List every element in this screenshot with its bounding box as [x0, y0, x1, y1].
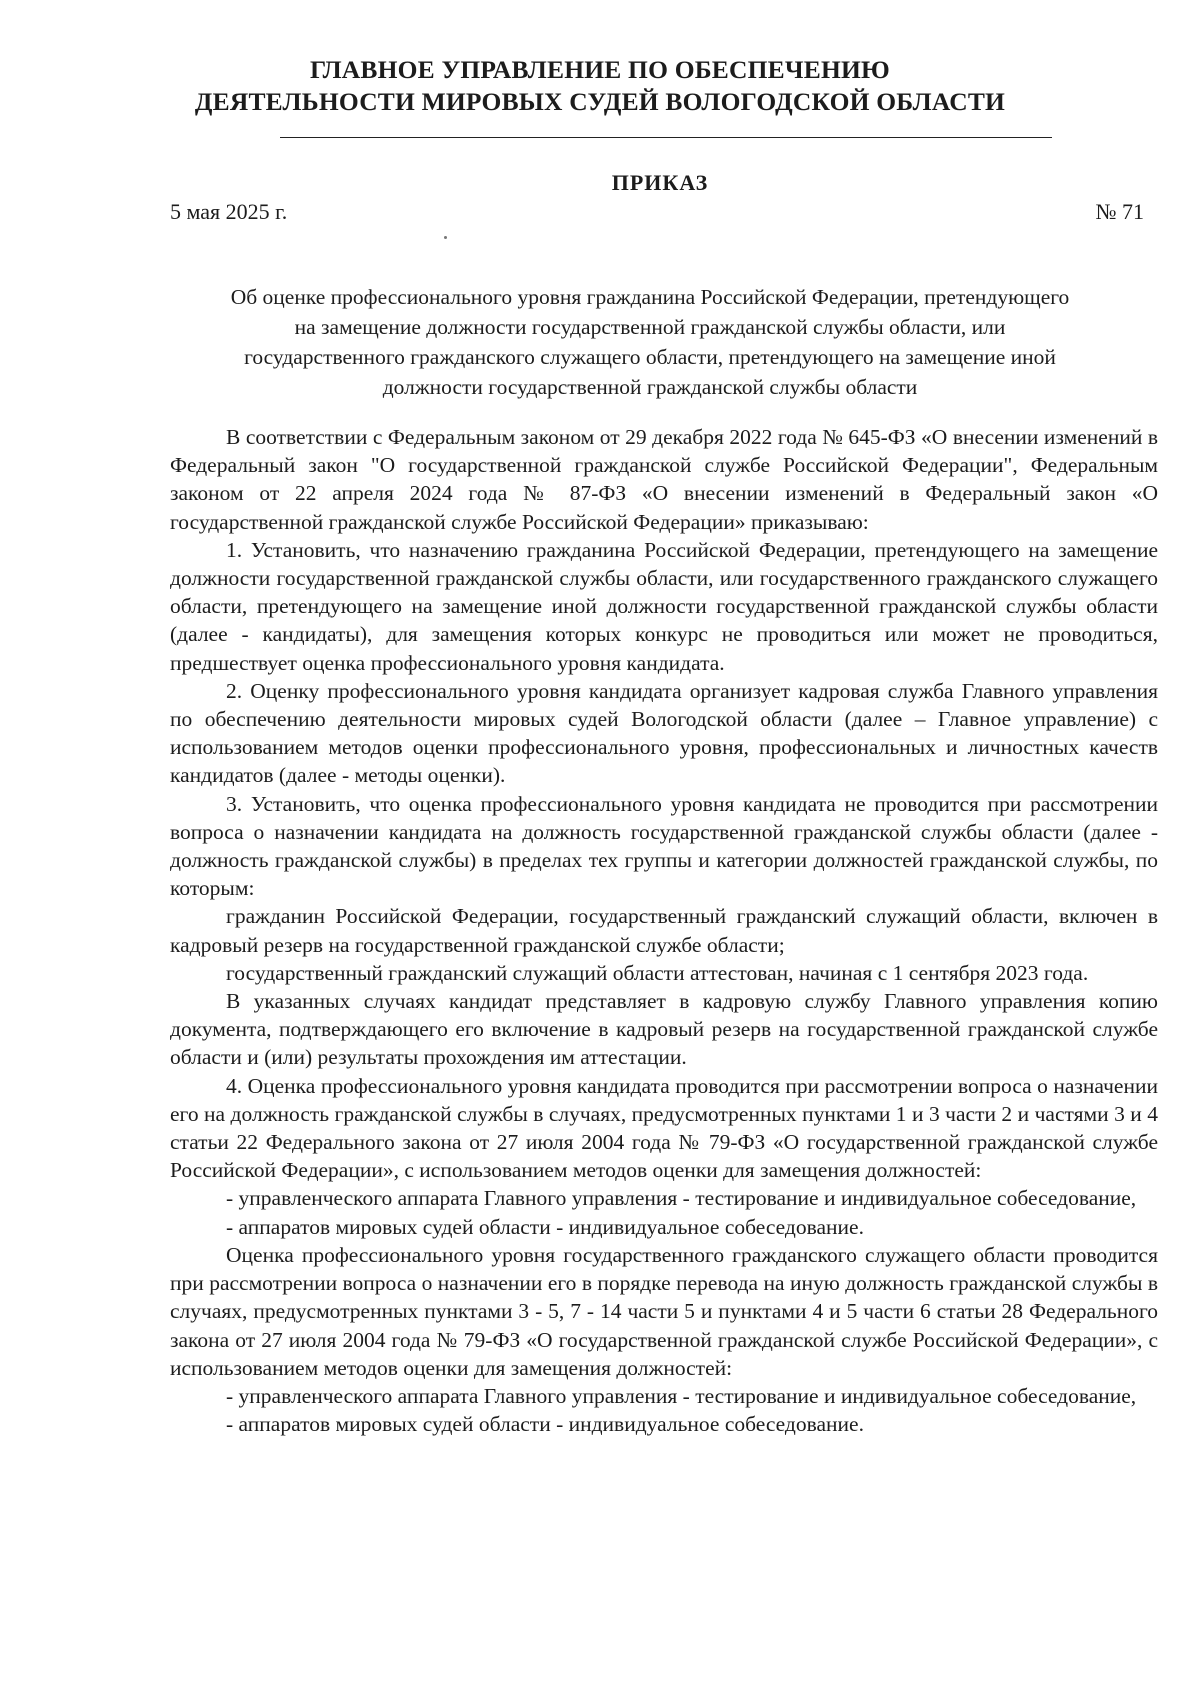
subject-line-2: на замещение должности государственной гражданской службы области, или: [294, 315, 1006, 339]
clause-4-transfer-item-2: - аппаратов мировых судей области - индивидуальное собеседование.: [226, 1412, 864, 1437]
preamble-paragraph: В соответствии с Федеральным законом от 29 декабря 2022 года № 645-ФЗ «О внесении изменений в Федеральный закон "О государственной гражданской службе Российской Федерации", Федеральным законом от 22 апреля 2024 года № 87-ФЗ «О внесении изменений в Федеральный закон «О государственной гражданской службе Российской Федерации» приказываю:: [170, 425, 1158, 534]
clause-3-case-1: гражданин Российской Федерации, государственный гражданский служащий области, включен в кадровый резерв на государственной гражданской службе области;: [170, 904, 1158, 957]
clause-1-paragraph: 1. Установить, что назначению гражданина Российской Федерации, претендующего на замещение должности государственной гражданской службы области, или государственного гражданского служащего области, претендующего на замещение иной должности государственной гражданской службы области (далее - кандидаты), для замещения которых конкурс не проводиться или может не проводиться, предшествует оценка профессионального уровня кандидата.: [170, 537, 1158, 675]
organization-line-2: ДЕЯТЕЛЬНОСТИ МИРОВЫХ СУДЕЙ ВОЛОГОДСКОЙ ОБЛАСТИ: [194, 87, 1006, 116]
order-date: 5 мая 2025 г.: [170, 199, 288, 224]
clause-4-paragraph: 4. Оценка профессионального уровня кандидата проводится при рассмотрении вопроса о назначении его на должность гражданской службы в случаях, предусмотренных пунктами 1 и 3 части 2 и частями 3 и 4 статьи 22 Федерального закона от 27 июля 2004 года № 79-ФЗ «О государственной гражданской службе Российской Федерации», с использованием методов оценки для замещения должностей:: [170, 1073, 1158, 1183]
document-type: ПРИКАЗ: [611, 170, 709, 195]
clause-4-transfer-paragraph: Оценка профессионального уровня государственного гражданского служащего области проводится при рассмотрении вопроса о назначении его в порядке перевода на иную должность гражданской службы в случаях, предусмотренных пунктами 3 - 5, 7 - 14 части 5 и пунктами 4 и 5 части 6 статьи 28 Федерального закона от 27 июля 2004 года № 79-ФЗ «О государственной гражданской службе Российской Федерации», с использованием методов оценки для замещения должностей:: [170, 1242, 1158, 1380]
organization-line-1: ГЛАВНОЕ УПРАВЛЕНИЕ ПО ОБЕСПЕЧЕНИЮ: [310, 55, 890, 84]
clause-4-transfer-item-1: - управленческого аппарата Главного управления - тестирование и индивидуальное собеседование,: [226, 1383, 1137, 1408]
subject-line-4: должности государственной гражданской службы области: [382, 375, 918, 399]
header-divider: [280, 137, 1052, 138]
scan-speck: [444, 236, 447, 239]
subject-line-3: государственного гражданского служащего области, претендующего на замещение иной: [244, 345, 1056, 369]
order-body: [170, 423, 1158, 1438]
order-subject: [150, 282, 1150, 402]
clause-3-case-2: государственный гражданский служащий области аттестован, начиная с 1 сентября 2023 года.: [226, 960, 1089, 985]
clause-2-paragraph: 2. Оценку профессионального уровня кандидата организует кадровая служба Главного управления по обеспечению деятельности мировых судей Вологодской области (далее – Главное управление) с использованием методов оценки профессионального уровня, профессиональных и личностных качеств кандидатов (далее - методы оценки).: [170, 678, 1158, 788]
organization-name: [0, 54, 1200, 118]
clause-4-item-2: - аппаратов мировых судей области - индивидуальное собеседование.: [226, 1214, 864, 1239]
clause-4-item-1: - управленческого аппарата Главного управления - тестирование и индивидуальное собеседование,: [226, 1186, 1137, 1211]
order-number: № 71: [1095, 199, 1144, 224]
clause-3-paragraph: 3. Установить, что оценка профессионального уровня кандидата не проводится при рассмотрении вопроса о назначении кандидата на должность государственной гражданской службы области (далее - должность гражданской службы) в пределах тех группы и категории должностей гражданской службы, по которым:: [170, 791, 1158, 901]
clause-3-note: В указанных случаях кандидат представляет в кадровую службу Главного управления копию документа, подтверждающего его включение в кадровый резерв на государственной гражданской службе области и (или) результаты прохождения им аттестации.: [170, 989, 1158, 1070]
subject-line-1: Об оценке профессионального уровня гражданина Российской Федерации, претендующего: [230, 285, 1070, 309]
